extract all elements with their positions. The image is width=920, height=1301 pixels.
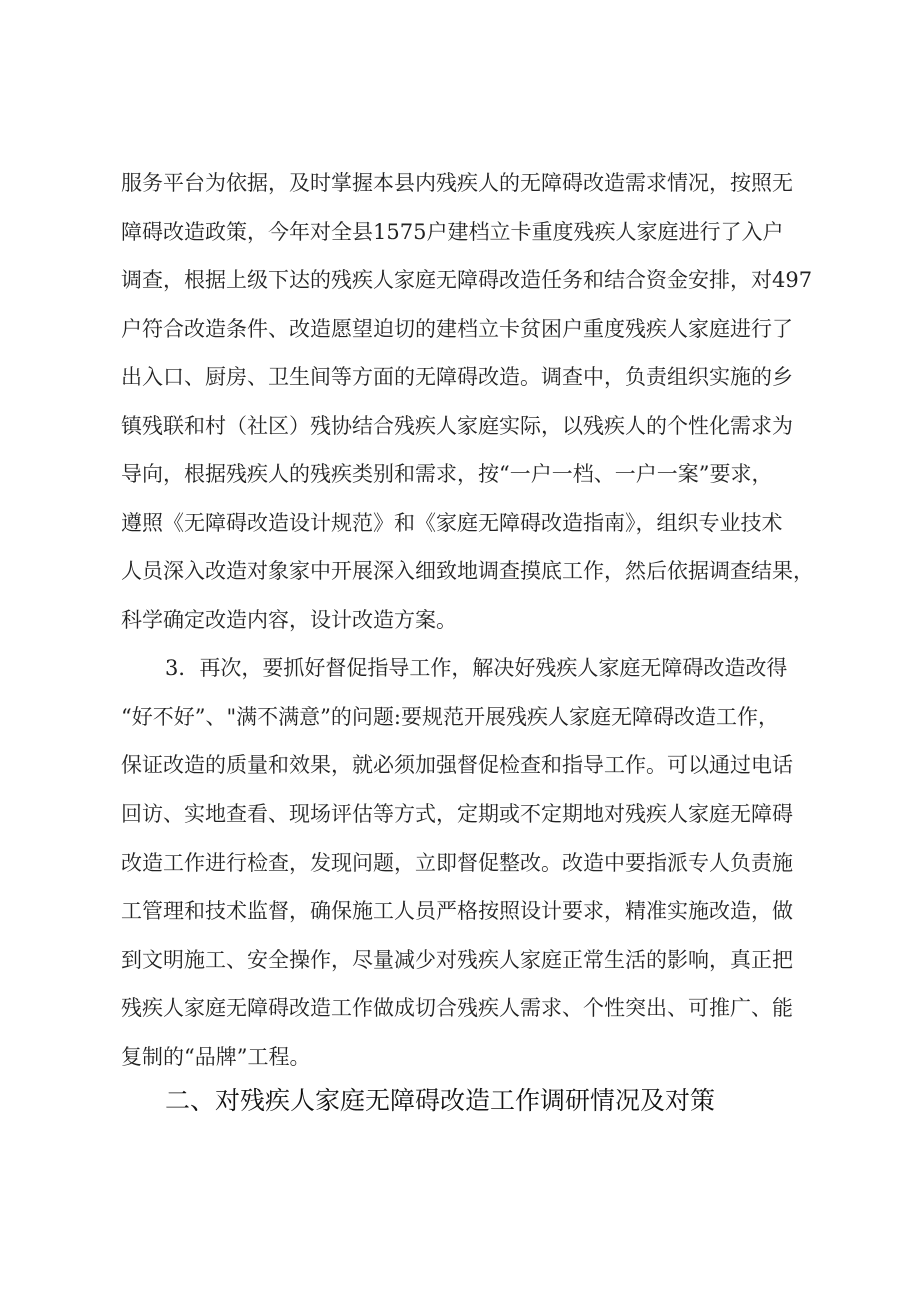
paragraph-2-line: 改造工作进行检查，发现问题，立即督促整改。改造中要指派专人负责施	[121, 851, 793, 875]
paragraph-1-line: 调查，根据上级下达的残疾人家庭无障碍改造任务和结合资金安排，对497	[121, 268, 813, 292]
paragraph-2-line: 复制的“品牌”工程。	[121, 1045, 311, 1069]
paragraph-2-line: “好不好”、"满不满意”的问题:要规范开展残疾人家庭无障碍改造工作，	[121, 705, 779, 729]
paragraph-1-line: 导向，根据残疾人的残疾类别和需求，按“一户一档、一户一案”要求，	[121, 462, 773, 486]
paragraph-2-line: 残疾人家庭无障碍改造工作做成切合残疾人需求、个性突出、可推广、能	[121, 996, 793, 1020]
paragraph-1-line: 出入口、厨房、卫生间等方面的无障碍改造。调查中，负责组织实施的乡	[121, 365, 793, 389]
paragraph-1-line: 镇残联和村（社区）残协结合残疾人家庭实际，以残疾人的个性化需求为	[121, 414, 793, 438]
paragraph-1-line: 科学确定改造内容，设计改造方案。	[121, 608, 457, 632]
paragraph-2-line: 保证改造的质量和效果，就必须加强督促检查和指导工作。可以通过电话	[121, 753, 793, 777]
paragraph-2-line: 工管理和技术监督，确保施工人员严格按照设计要求，精准实施改造，做	[121, 899, 793, 923]
paragraph-2-line: 3．再次，要抓好督促指导工作，解决好残疾人家庭无障碍改造改得	[165, 656, 788, 680]
paragraph-1-line: 遵照《无障碍改造设计规范》和《家庭无障碍改造指南》，组织专业技术	[121, 511, 783, 535]
paragraph-1-line: 户符合改造条件、改造愿望迫切的建档立卡贫困户重度残疾人家庭进行了	[121, 317, 793, 341]
paragraph-1-line: 障碍改造政策，今年对全县1575户建档立卡重度残疾人家庭进行了入户	[121, 220, 784, 244]
section-heading: 二、对残疾人家庭无障碍改造工作调研情况及对策	[165, 1086, 716, 1115]
paragraph-2-line: 到文明施工、安全操作，尽量减少对残疾人家庭正常生活的影响，真正把	[121, 948, 793, 972]
paragraph-1-line: 人员深入改造对象家中开展深入细致地调查摸底工作，然后依据调查结果，	[121, 559, 814, 583]
paragraph-1-line: 服务平台为依据，及时掌握本县内残疾人的无障碍改造需求情况，按照无	[121, 171, 793, 195]
paragraph-2-line: 回访、实地查看、现场评估等方式，定期或不定期地对残疾人家庭无障碍	[121, 802, 793, 826]
